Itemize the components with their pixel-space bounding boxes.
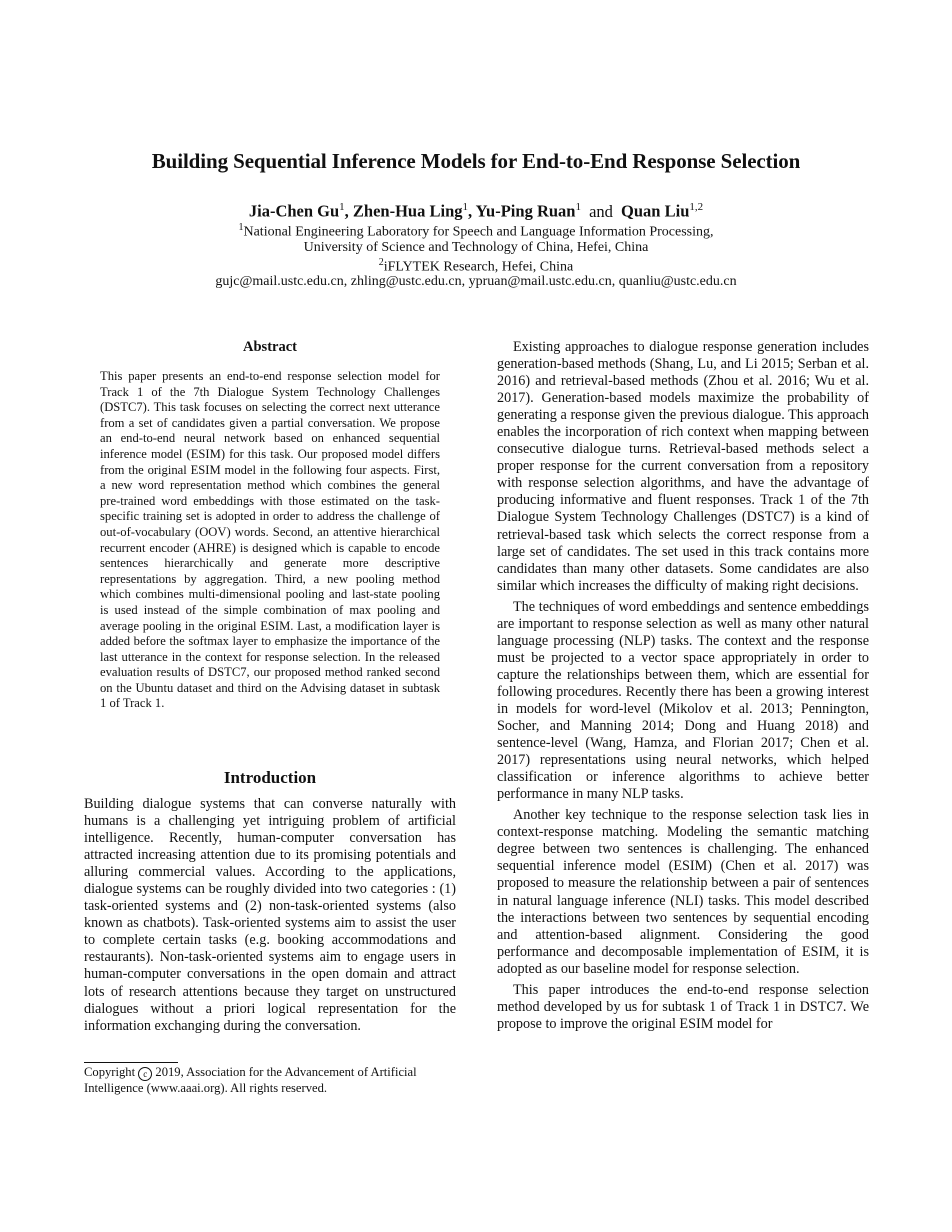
right-paragraph-2: The techniques of word embeddings and sentence embeddings are important to response selection as well as many other natural language processing (NLP) tasks. The context and the response must be projected to a vector space appropriately in order to capture the relationships between them, which are essential for following procedures. Recently there has been a growing interest in models for word-level (Mikolov et al. 2013; Pennington, Socher, and Manning 2014; Dong and Huang 2018) and sentence-level (Wang, Hamza, and Florian 2017; Chen et al. 2017) representations using neural networks, which helped classification or inference algorithms to achieve better performance in many NLP tasks. — [497, 598, 869, 803]
author-emails: gujc@mail.ustc.edu.cn, zhling@ustc.edu.cn, ypruan@mail.ustc.edu.cn, quanliu@ustc.edu.cn — [215, 274, 737, 289]
affiliation-1-line-2: University of Science and Technology of China, Hefei, China — [303, 240, 649, 255]
footnote-separator — [84, 1062, 178, 1063]
author-affiliation-marker: 1,2 — [689, 201, 704, 213]
copyright-notice — [84, 1065, 456, 1097]
author-list: Jia-Chen Gu$^1$, Zhen-Hua Ling$^1$, Yu-Ping Ruan$^1$ and Quan Liu$^{1,2}$ — [248, 201, 704, 221]
copyright-icon: c — [138, 1067, 152, 1081]
right-column — [497, 339, 869, 1033]
affiliation-1-line-1 — [0, 222, 952, 241]
affiliation-marker: 1 — [238, 222, 244, 233]
affiliation-2 — [0, 257, 952, 276]
paragraph-text: Building dialogue systems that can converse naturally with humans is a challenging yet intriguing problem of artificial intelligence. Recently, human-computer conversation has attracted increasing attention due to its promising potentials and alluring commercial values. According to the applications, dialogue systems can be roughly divided into two categories : (1) task-oriented systems and (2) non-task-oriented systems (also known as chatbots). Task-oriented systems aim to assist the user to complete certain tasks (e.g. booking accommodations and restaurants). Non-task-oriented systems aim to engage users in human-computer conversations in the open domain and attract lots of research attentions because they target on unstructured dialogues without a priori logical representation for the information exchanging during the conversation. — [84, 796, 456, 1034]
affiliation-marker: 2 — [378, 257, 384, 268]
right-paragraph-1: Existing approaches to dialogue response generation includes generation-based methods (Shang, Lu, and Li 2015; Serban et al. 2016) and retrieval-based methods (Zhou et al. 2016; Wu et al. 2017). Generation-based models maximize the probability of generating a response given the previous dialogue. This approach enables the incorporation of rich context when mapping between consecutive dialogue turns. Retrieval-based methods select a proper response for the current conversation from a repository with response selection algorithms, and have the advantage of producing informative and fluent responses. Track 1 of the 7th Dialogue System Technology Challenges (DSTC7) is a kind of retrieval-based task which selects the correct response from a large set of candidates. The set used in this track contains more candidates than many other datasets. Some candidates are also similar which increases the difficulty of making right decisions. — [497, 339, 869, 594]
introduction-heading: Introduction — [223, 768, 317, 787]
copyright-prefix: Copyright — [84, 1065, 136, 1079]
author-name: Yu-Ping Ruan — [475, 201, 576, 221]
introduction-paragraph-1 — [84, 796, 456, 1035]
affiliation-text: National Engineering Laboratory for Speech and Language Information Processing, — [243, 224, 714, 240]
author-affiliation-marker: 1 — [339, 201, 345, 213]
right-paragraph-4: This paper introduces the end-to-end response selection method developed by us for subtask 1 of Track 1 in DSTC7. We propose to improve the original ESIM model for — [497, 981, 869, 1032]
paper-title: Building Sequential Inference Models for End-to-End Response Selection — [151, 149, 801, 173]
abstract-body: This paper presents an end-to-end response selection model for Track 1 of the 7th Dialogue System Technology Challenges (DSTC7). This task focuses on selecting the correct next utterance from a set of candidates given a partial conversation. We propose an end-to-end neural network based on enhanced sequential inference model (ESIM) for this task. Our proposed model differs from the original ESIM model in the following four aspects. First, a new word representation method which combines the general pre-trained word embeddings with those estimated on the task-specific training set is adopted in order to address the challenge of out-of-vocabulary (OOV) words. Second, an attentive hierarchical recurrent encoder (AHRE) is designed which is capable to encode sentences hierarchically and generate more descriptive representations by aggregation. Third, a new pooling method which combines multi-dimensional pooling and last-state pooling is used instead of the simple combination of max pooling and average pooling in the original ESIM. Last, a modification layer is added before the softmax layer to emphasize the importance of the last utterance in the context for response selection. In the released evaluation results of DSTC7, our proposed method ranked second on the Ubuntu dataset and third on the Advising dataset in subtask 1 of Track 1. — [100, 369, 440, 711]
author-conjunction: and — [589, 201, 613, 221]
copyright-text: 2019, Association for the Advancement of Artificial Intelligence (www.aaai.org). All rights reserved. — [84, 1065, 417, 1095]
abstract-heading: Abstract — [243, 339, 297, 355]
author-affiliation-marker: 1 — [575, 201, 581, 213]
affiliation-text: iFLYTEK Research, Hefei, China — [383, 259, 574, 275]
right-paragraph-3: Another key technique to the response selection task lies in context-response matching. Modeling the semantic matching degree between two sentences is challenging. The enhanced sequential inference model (ESIM) (Chen et al. 2017) was proposed to measure the relationship between a pair of sentences in natural language inference (NLI) tasks. This model described the interactions between two sentences by sequential encoding and attention-based alignment. Considering the good performance and decomposable implementation of ESIM, it is adopted as our baseline model for response selection. — [497, 807, 869, 977]
author-name: Jia-Chen Gu — [248, 201, 340, 221]
author-affiliation-marker: 1 — [462, 201, 469, 213]
author-name: Zhen-Hua Ling — [352, 201, 463, 221]
author-name: Quan Liu — [621, 201, 690, 221]
